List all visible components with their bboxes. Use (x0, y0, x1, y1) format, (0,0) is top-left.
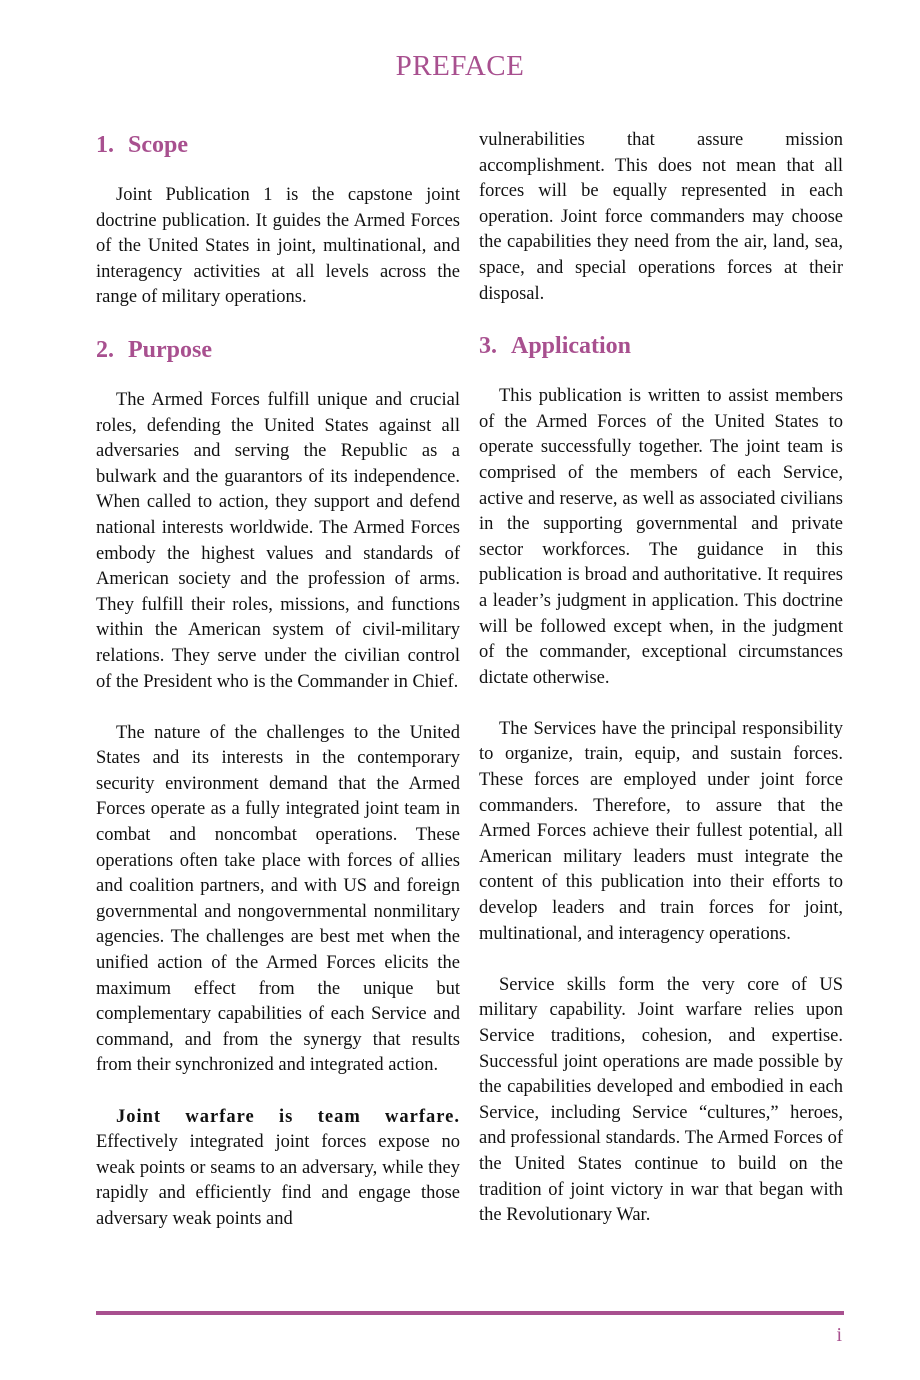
section-title: Purpose (128, 336, 212, 363)
section-heading-purpose (96, 333, 460, 367)
application-paragraph-3: Service skills form the very core of US military capability. Joint warfare relies upon Service traditions, cohesion, and expertise. Successful joint operations are made possible by the capabilities developed and embodied in each Service, including Service “cultures,” heroes, and professional standards. The Armed Forces of the United States continue to build on the tradition of joint victory in war that began with the Revolutionary War. (479, 974, 843, 1226)
section-heading-application (479, 329, 843, 363)
page-number: i (836, 1324, 842, 1346)
right-column (479, 128, 843, 1229)
bold-lead-text: Joint warfare is team warfare. (116, 1106, 460, 1127)
section-number: 2. (96, 336, 114, 363)
section-title: Application (511, 333, 632, 360)
purpose-paragraph-2: The nature of the challenges to the United States and its interests in the contemporary security environment demand that the Armed Forces operate as a fully integrated joint team in combat and noncombat operations. These operations often take place with forces of allies and coalition partners, and with US and foreign governmental and nongovernmental nonmilitary agencies. The challenges are best met when the unified action of the Armed Forces elicits the maximum effect from the unique but complementary capabilities of each Service and command, and from the synergy that results from their synchronized and integrated action. (96, 722, 460, 1076)
page-title: PREFACE (395, 50, 525, 82)
footer-rule (96, 1311, 844, 1315)
application-paragraph-1: This publication is written to assist members of the Armed Forces of the United States to operate successfully together. The joint team is comprised of the members of each Service, active and reserve, as well as associated civilians in the supporting governmental and private sector workforces. The guidance in this publication is broad and authoritative. It requires a leader’s judgment in application. This doctrine will be followed except when, in the judgment of the commander, exceptional circumstances dictate otherwise. (479, 386, 843, 688)
purpose-paragraph-3 (96, 1105, 460, 1233)
section-title: Scope (128, 132, 188, 158)
section-number: 3. (479, 333, 497, 360)
application-paragraph-2: The Services have the principal responsibility to organize, train, equip, and sustain forces. These forces are employed under joint force commanders. Therefore, to assure that the Armed Forces achieve their fullest potential, all American military leaders must integrate the content of this publication into their efforts to develop leaders and train forces for joint, multinational, and interagency operations. (479, 718, 843, 944)
scope-paragraph: Joint Publication 1 is the capstone joint doctrine publication. It guides the Armed Forces of the United States in joint, multinational, and interagency activities at all levels across the range of military operations. (96, 185, 460, 308)
purpose-paragraph-3-text: Effectively integrated joint forces expose no weak points or seams to an adversary, while they rapidly and efficiently find and engage those adversary weak points and (96, 1132, 460, 1229)
left-column (96, 128, 460, 1233)
section-number: 1. (96, 132, 114, 158)
purpose-paragraph-1: The Armed Forces fulfill unique and crucial roles, defending the United States against all adversaries and serving the Republic as a bulwark and the guarantors of its independence. When called to action, they support and defend national interests worldwide. The Armed Forces embody the highest values and standards of American society and the profession of arms. They fulfill their roles, missions, and functions within the American system of civil-military relations. They serve under the civilian control of the President who is the Commander in Chief. (96, 389, 460, 692)
purpose-continued-paragraph: vulnerabilities that assure mission accomplishment. This does not mean that all forces will be equally represented in each operation. Joint force commanders may choose the capabilities they need from the air, land, sea, space, and special operations forces at their disposal. (479, 130, 843, 304)
section-heading-scope (96, 128, 460, 162)
